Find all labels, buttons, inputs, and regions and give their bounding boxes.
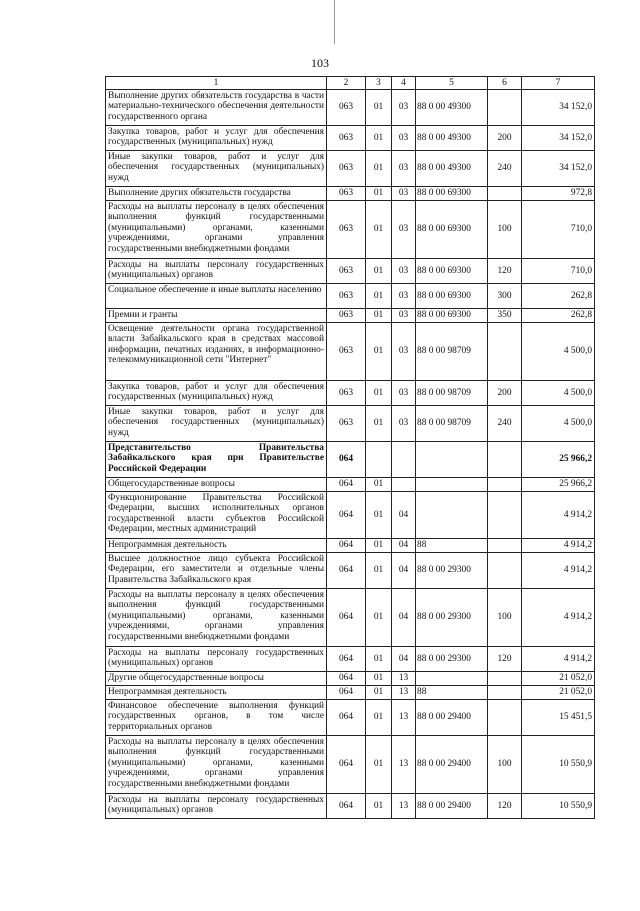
subsection-cell: 13	[392, 700, 416, 736]
subsection-cell: 04	[392, 492, 416, 539]
amount-cell: 4 914,2	[522, 553, 595, 589]
row-name-cell: Закупка товаров, работ и услуг для обеспечения государственных (муниципальных) нужд	[106, 381, 327, 406]
table-row	[106, 589, 595, 647]
ministry-code-cell: 064	[327, 553, 366, 589]
ministry-code-cell: 063	[327, 187, 366, 201]
expense-type-cell: 120	[488, 647, 522, 672]
row-name-cell: Премии и гранты	[106, 309, 327, 323]
subsection-cell: 13	[392, 794, 416, 819]
table-row	[106, 553, 595, 589]
subsection-cell: 03	[392, 187, 416, 201]
ministry-code-cell: 064	[327, 442, 366, 478]
table-row	[106, 736, 595, 794]
amount-cell: 4 500,0	[522, 381, 595, 406]
expense-type-cell	[488, 442, 522, 478]
subsection-cell: 03	[392, 323, 416, 381]
table-row	[106, 187, 595, 201]
target-article-cell	[416, 492, 488, 539]
amount-cell: 10 550,9	[522, 736, 595, 794]
section-cell: 01	[366, 736, 392, 794]
subsection-cell	[392, 442, 416, 478]
section-cell	[366, 442, 392, 478]
table-row	[106, 259, 595, 284]
ministry-code-cell: 064	[327, 647, 366, 672]
expense-type-cell: 120	[488, 794, 522, 819]
expense-type-cell	[488, 90, 522, 126]
row-name-cell: Расходы на выплаты персоналу в целях обеспечения выполнения функций государственными (муниципальными) органами, казенными учреждениями, органами управления государственными внебюджетными фондами	[106, 589, 327, 647]
subsection-cell: 04	[392, 647, 416, 672]
row-name-cell: Непрограммная деятельность	[106, 539, 327, 553]
target-article-cell: 88 0 00 69300	[416, 201, 488, 259]
ministry-code-cell: 063	[327, 406, 366, 442]
row-name-cell: Финансовое обеспечение выполнения функций государственных органов, в том числе территориальных органов	[106, 700, 327, 736]
ministry-code-cell: 064	[327, 539, 366, 553]
amount-cell: 262,8	[522, 309, 595, 323]
subsection-cell	[392, 478, 416, 492]
ministry-code-cell: 063	[327, 381, 366, 406]
header-cell: 6	[488, 77, 522, 90]
table-row	[106, 478, 595, 492]
target-article-cell: 88	[416, 539, 488, 553]
section-cell: 01	[366, 201, 392, 259]
header-row	[106, 77, 595, 90]
section-cell: 01	[366, 259, 392, 284]
amount-cell: 4 914,2	[522, 647, 595, 672]
amount-cell: 4 500,0	[522, 323, 595, 381]
expense-type-cell	[488, 672, 522, 686]
subsection-cell: 03	[392, 259, 416, 284]
ministry-code-cell: 064	[327, 700, 366, 736]
table-row	[106, 794, 595, 819]
section-cell: 01	[366, 539, 392, 553]
expense-type-cell	[488, 478, 522, 492]
row-name-cell: Расходы на выплаты персоналу в целях обеспечения выполнения функций государственными (муниципальными) органами, казенными учреждениями, органами управления государственными внебюджетными фондами	[106, 201, 327, 259]
table-row	[106, 406, 595, 442]
ministry-code-cell: 064	[327, 589, 366, 647]
table-row	[106, 284, 595, 309]
amount-cell: 34 152,0	[522, 126, 595, 151]
target-article-cell: 88 0 00 49300	[416, 151, 488, 187]
amount-cell: 710,0	[522, 259, 595, 284]
expense-type-cell	[488, 553, 522, 589]
amount-cell: 21 052,0	[522, 672, 595, 686]
section-cell: 01	[366, 381, 392, 406]
header-cell: 3	[366, 77, 392, 90]
target-article-cell: 88 0 00 98709	[416, 381, 488, 406]
target-article-cell	[416, 442, 488, 478]
ministry-code-cell: 063	[327, 201, 366, 259]
ministry-code-cell: 063	[327, 284, 366, 309]
subsection-cell: 03	[392, 151, 416, 187]
row-name-cell: Высшее должностное лицо субъекта Российской Федерации, его заместители и отдельные члены Правительства Забайкальского края	[106, 553, 327, 589]
amount-cell: 10 550,9	[522, 794, 595, 819]
amount-cell: 710,0	[522, 201, 595, 259]
amount-cell: 25 966,2	[522, 478, 595, 492]
table-row	[106, 492, 595, 539]
row-name-cell: Расходы на выплаты персоналу в целях обеспечения выполнения функций государственными (муниципальными) органами, казенными учреждениями, органами управления государственными внебюджетными фондами	[106, 736, 327, 794]
subsection-cell: 13	[392, 672, 416, 686]
target-article-cell: 88 0 00 49300	[416, 90, 488, 126]
row-name-cell: Иные закупки товаров, работ и услуг для обеспечения государственных (муниципальных) нужд	[106, 406, 327, 442]
page-number: 103	[311, 56, 329, 70]
expense-type-cell: 120	[488, 259, 522, 284]
ministry-code-cell: 063	[327, 151, 366, 187]
table-row	[106, 323, 595, 381]
row-name-cell: Социальное обеспечение и иные выплаты населению	[106, 284, 327, 309]
section-cell: 01	[366, 794, 392, 819]
target-article-cell: 88 0 00 69300	[416, 284, 488, 309]
table-row	[106, 686, 595, 700]
header-cell: 5	[416, 77, 488, 90]
table-row	[106, 700, 595, 736]
amount-cell: 4 914,2	[522, 492, 595, 539]
expense-type-cell: 350	[488, 309, 522, 323]
target-article-cell: 88 0 00 29400	[416, 736, 488, 794]
table-row	[106, 309, 595, 323]
amount-cell: 262,8	[522, 284, 595, 309]
ministry-code-cell: 063	[327, 309, 366, 323]
amount-cell: 34 152,0	[522, 151, 595, 187]
ministry-code-cell: 064	[327, 794, 366, 819]
ministry-code-cell: 064	[327, 736, 366, 794]
table-row	[106, 539, 595, 553]
expense-type-cell: 200	[488, 381, 522, 406]
target-article-cell: 88 0 00 49300	[416, 126, 488, 151]
section-cell: 01	[366, 406, 392, 442]
section-cell: 01	[366, 309, 392, 323]
section-cell: 01	[366, 126, 392, 151]
staple-mark	[334, 0, 335, 44]
subsection-cell: 03	[392, 406, 416, 442]
section-cell: 01	[366, 553, 392, 589]
section-cell: 01	[366, 647, 392, 672]
target-article-cell: 88 0 00 29300	[416, 553, 488, 589]
subsection-cell: 03	[392, 284, 416, 309]
table-row	[106, 442, 595, 478]
target-article-cell	[416, 672, 488, 686]
expense-type-cell	[488, 686, 522, 700]
ministry-code-cell: 063	[327, 323, 366, 381]
section-cell: 01	[366, 90, 392, 126]
table-row	[106, 126, 595, 151]
target-article-cell: 88 0 00 98709	[416, 406, 488, 442]
table-row	[106, 647, 595, 672]
row-name-cell: Освещение деятельности органа государственной власти Забайкальского края в средствах массовой информации, печатных изданиях, в информационно-телекоммуникационной сети "Интернет"	[106, 323, 327, 381]
expense-type-cell	[488, 323, 522, 381]
ministry-code-cell: 064	[327, 492, 366, 539]
subsection-cell: 03	[392, 90, 416, 126]
expense-type-cell: 100	[488, 736, 522, 794]
section-cell: 01	[366, 700, 392, 736]
section-cell: 01	[366, 589, 392, 647]
target-article-cell: 88 0 00 69300	[416, 187, 488, 201]
subsection-cell: 03	[392, 126, 416, 151]
amount-cell: 972,8	[522, 187, 595, 201]
target-article-cell: 88 0 00 29400	[416, 700, 488, 736]
header-cell: 4	[392, 77, 416, 90]
expense-type-cell	[488, 187, 522, 201]
section-cell: 01	[366, 672, 392, 686]
subsection-cell: 04	[392, 539, 416, 553]
row-name-cell: Закупка товаров, работ и услуг для обеспечения государственных (муниципальных) нужд	[106, 126, 327, 151]
subsection-cell: 13	[392, 686, 416, 700]
section-cell: 01	[366, 686, 392, 700]
target-article-cell: 88	[416, 686, 488, 700]
row-name-cell: Выполнение других обязательств государства в части материально-технического обеспечения деятельности государственного органа	[106, 90, 327, 126]
row-name-cell: Функционирование Правительства Российской Федерации, высших исполнительных органов государственной власти субъектов Российской Федерации, местных администраций	[106, 492, 327, 539]
ministry-code-cell: 063	[327, 90, 366, 126]
section-cell: 01	[366, 323, 392, 381]
target-article-cell	[416, 478, 488, 492]
expense-type-cell	[488, 539, 522, 553]
target-article-cell: 88 0 00 29400	[416, 794, 488, 819]
expense-type-cell: 240	[488, 151, 522, 187]
ministry-code-cell: 064	[327, 478, 366, 492]
section-cell: 01	[366, 284, 392, 309]
row-name-cell: Другие общегосударственные вопросы	[106, 672, 327, 686]
budget-table	[105, 76, 595, 819]
target-article-cell: 88 0 00 29300	[416, 647, 488, 672]
expense-type-cell: 100	[488, 201, 522, 259]
amount-cell: 4 914,2	[522, 539, 595, 553]
target-article-cell: 88 0 00 98709	[416, 323, 488, 381]
table-row	[106, 90, 595, 126]
row-name-cell: Выполнение других обязательств государства	[106, 187, 327, 201]
amount-cell: 4 500,0	[522, 406, 595, 442]
expense-type-cell: 240	[488, 406, 522, 442]
expense-type-cell: 300	[488, 284, 522, 309]
ministry-code-cell: 063	[327, 126, 366, 151]
ministry-code-cell: 064	[327, 672, 366, 686]
amount-cell: 15 451,5	[522, 700, 595, 736]
expense-type-cell	[488, 700, 522, 736]
amount-cell: 4 914,2	[522, 589, 595, 647]
subsection-cell: 03	[392, 381, 416, 406]
header-cell: 2	[327, 77, 366, 90]
target-article-cell: 88 0 00 69300	[416, 259, 488, 284]
ministry-code-cell: 064	[327, 686, 366, 700]
expense-type-cell: 200	[488, 126, 522, 151]
expense-type-cell	[488, 492, 522, 539]
expense-type-cell: 100	[488, 589, 522, 647]
subsection-cell: 04	[392, 553, 416, 589]
row-name-cell: Общегосударственные вопросы	[106, 478, 327, 492]
amount-cell: 25 966,2	[522, 442, 595, 478]
section-cell: 01	[366, 187, 392, 201]
amount-cell: 34 152,0	[522, 90, 595, 126]
header-cell: 7	[522, 77, 595, 90]
table-row	[106, 381, 595, 406]
section-cell: 01	[366, 478, 392, 492]
subsection-cell: 03	[392, 201, 416, 259]
amount-cell: 21 052,0	[522, 686, 595, 700]
row-name-cell: Расходы на выплаты персоналу государственных (муниципальных) органов	[106, 259, 327, 284]
row-name-cell: Непрограммная деятельность	[106, 686, 327, 700]
subsection-cell: 13	[392, 736, 416, 794]
table-row	[106, 672, 595, 686]
ministry-code-cell: 063	[327, 259, 366, 284]
table-row	[106, 151, 595, 187]
target-article-cell: 88 0 00 29300	[416, 589, 488, 647]
row-name-cell: Представительство Правительства Забайкальского края при Правительстве Российской Федерации	[106, 442, 327, 478]
target-article-cell: 88 0 00 69300	[416, 309, 488, 323]
table-row	[106, 201, 595, 259]
row-name-cell: Иные закупки товаров, работ и услуг для обеспечения государственных (муниципальных) нужд	[106, 151, 327, 187]
row-name-cell: Расходы на выплаты персоналу государственных (муниципальных) органов	[106, 647, 327, 672]
section-cell: 01	[366, 492, 392, 539]
row-name-cell: Расходы на выплаты персоналу государственных (муниципальных) органов	[106, 794, 327, 819]
header-cell: 1	[106, 77, 327, 90]
section-cell: 01	[366, 151, 392, 187]
subsection-cell: 03	[392, 309, 416, 323]
subsection-cell: 04	[392, 589, 416, 647]
